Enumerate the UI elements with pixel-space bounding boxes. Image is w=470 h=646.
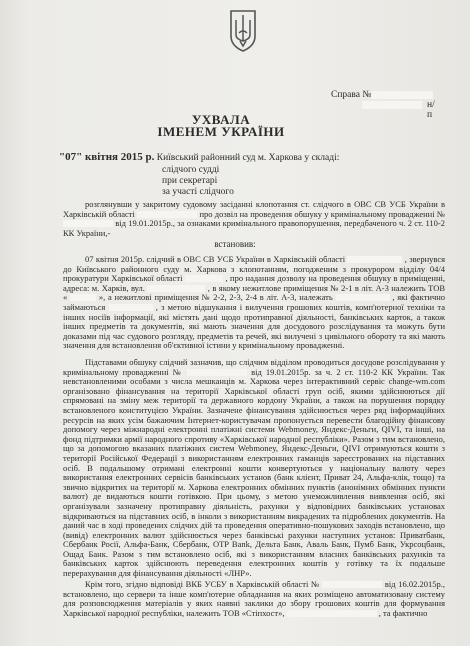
redaction (362, 101, 422, 109)
text-run: від 19.01.2015р. за ч. 2 ст. 110-2 КК України. Так невстановленими особами з числа мешканців м. Харкова через інтерактивний сервіс change-wm.com організовано фінансування на території Харківської області груп осіб, якими здійснюються дії спрямовані на зміну меж території та державного кордону України, а також на порушення порядку встановленого конституцією України. Зазначене фінансування здійснюється через ряд інформаційних ресурсів на яких усім бажаючим Інтернет-користувачам пропонується перевести благодійну фінансову допомогу через міжнародні електронні платіжні системи Webmoney, Яндекс-Деньги, QIVI, та інші, на фонд підтримки армії народного спротиву «Харківської народної республіки». Разом з тим встановлено, що за допомогою вказаних платіжних систем Webmoney, Яндекс-Деньги, QIVI отримуються кошти з території Російської Федерації з використанням електронних гаманців зареєстрованих на підставних осіб. В подальшому отримані електронні кошти конвертуються у національну валюту через використання електронних сервісів банківських установ (банк клієнт, Приват 24, Альфа-клік, тощо) та звично відкритих на території м. Харкова електронних обмінних пунктів (анонімних обмінних пункти валют) де видаються кошти готівкою. При цьому, з метою унеможливлення виявлення осіб, які організували зазначену протиправну діяльність, рахунки у відповідних банківських установах відкриваються на підставних осіб, в інколи з використанням викрадених та підроблених документів. На даний час в ході проведених слідчих дій та проведення оперативно-пошукових заходів встановлено, що (вивід) електронних валют здійснюється через банківські рахунки наступних установ: Приватбанк, Сбербанк Росії, Альфа-Банк, Сбербанк, OTP Bank, Дельта Банк, Аваль Банк, Пумб Банк, Укрсоцбанк, Ощад Банк. Разом з тим встановлено осіб, які з використанням власних банківських рахунків та банківських карток здійснюють переведення електронних коштів у готівку та їх подальше перерахування для фінансування діяльності «ЛНР». (63, 366, 446, 579)
text-run: , які фактично займаються (63, 292, 446, 312)
ruling-title: УХВАЛА (191, 112, 251, 127)
text-run: розглянувши у закритому судовому засіданні клопотання ст. слідчого в ОВС СВ УСБ України в Харківській області (63, 199, 445, 219)
text-run: від 19.01.2015р., за ознаками кримінального правопорушення, передбаченого ч. 2 ст. 110-2 КК України,- (63, 218, 445, 238)
text-run: від 16.02.2015р., встановлено, що сервери та інше комп'ютерне обладнання на яких розміщено автоматизовану систему для розповсюдження матеріалів у яких наявні заклики до збору грошових коштів для формування Харківської народної республіки, належить ТОВ «Стіпхост», (63, 579, 446, 618)
redaction (347, 256, 402, 263)
ruling-subtitle: ІМЕНЕМ УКРАЇНИ (157, 124, 285, 139)
text-run: 07 квітня 2015р. слідчий в ОВС СВ УСБ України в Харківській області (85, 254, 346, 264)
redaction (109, 304, 153, 311)
redaction (137, 211, 197, 218)
text-run: Підставами обшуку слідчий зазначив, що слідчим відділом проводиться досудове розслідування у кримінальному провадженні № (63, 357, 445, 377)
redaction (147, 285, 205, 292)
text-run: , про надання дозволу на проведення обшуку в приміщенні, адреса: м. Харків, вул. (63, 273, 445, 293)
secretary-line-1: при секретарі (162, 176, 218, 186)
ruling-date: "07" квітня 2015 р. (59, 151, 155, 163)
redaction (322, 581, 382, 588)
text-run: Крім того, згідно відповіді ВКБ УСБУ в Харківській області № (85, 579, 320, 589)
court-name: Київський районний суд м. Харкова у складі: (156, 153, 340, 163)
case-label: Справа № (331, 90, 372, 100)
investigator-line: за участі слідчого (162, 187, 234, 197)
dateline (59, 152, 339, 163)
redaction (287, 610, 377, 617)
coat-of-arms-icon (229, 8, 257, 52)
np-label: н/п (427, 100, 435, 120)
paragraph-grounds (63, 358, 445, 579)
redaction (371, 91, 433, 99)
established-heading: встановив: (214, 239, 256, 249)
text-run: , з метою відшукання і вилучення грошових коштів, комп'ютерної техніки та інших носіїв інформації, які містять дані щодо протиправної діяльності, банківських карток, а також інших предметів та документів, які мають значення для досудового розслідування та можуть бути доказами під час судового розгляду, предметів та речей, які вилучені з цивільного обороту та які мають значення для встановлення об'єктивної істини у кримінальному провадженні. (63, 301, 445, 351)
paragraph-servers (63, 580, 445, 618)
redaction (185, 275, 223, 282)
redaction (187, 369, 247, 376)
case-number-block (331, 90, 435, 120)
text-run: , та фактично (378, 607, 428, 618)
judge-line: слідчого судді (162, 165, 220, 175)
redaction (70, 294, 96, 301)
text-run: , звернувся до Київського районного суду м. Харкова з клопотанням, погодженим з прокурором відділу 04/4 прокуратури Харківської області (63, 254, 446, 284)
text-run: про дозвіл на проведення обшуку у кримінальному провадженні № (199, 208, 445, 219)
paragraph-petition (63, 255, 445, 351)
redaction (63, 220, 113, 227)
text-run: , в якому нежитлове приміщення № 2-1 в літ. А-3 належить ТОВ « (63, 282, 446, 303)
redaction (336, 294, 390, 301)
text-run: », а нежитлові приміщення № 2-2, 2-3, 2-4 в літ. А-3, належать (98, 292, 333, 303)
paragraph-intro (63, 200, 445, 238)
